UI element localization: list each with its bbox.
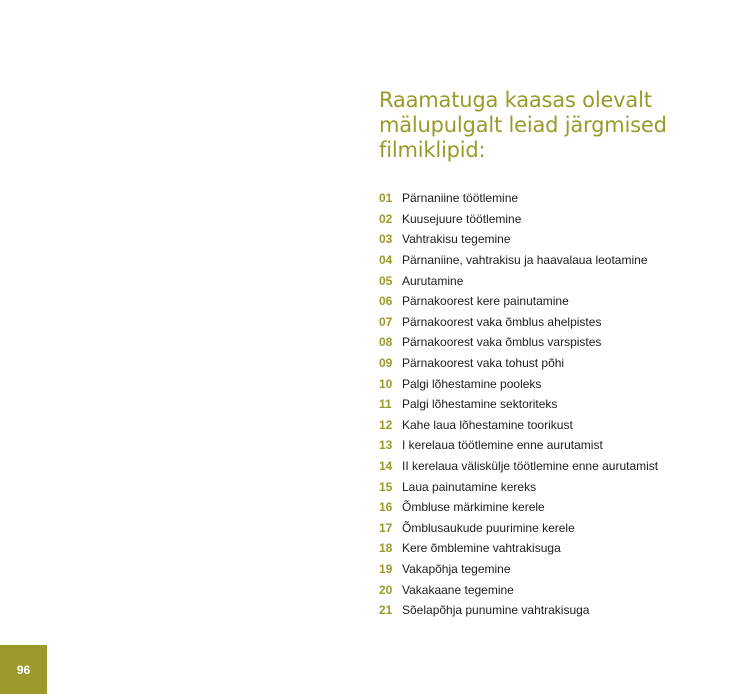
clip-number: 16 [379,500,393,515]
clip-item [379,188,719,209]
clip-number: 10 [379,376,393,391]
clip-item [379,209,719,230]
clip-title: Kuusejuure töötlemine [402,211,522,226]
clip-item [379,600,719,621]
clip-title: Vahtrakisu tegemine [402,232,511,247]
clip-title: Palgi lõhestamine pooleks [402,376,542,391]
clip-title: Sõelapõhja punumine vahtrakisuga [402,603,590,618]
page-number-box [0,645,47,694]
clip-number: 11 [379,397,392,412]
clip-number: 17 [379,520,393,535]
clip-list [379,188,719,620]
clip-item [379,518,719,539]
clip-title: Aurutamine [402,273,464,288]
clip-number: 13 [379,438,393,453]
clip-number: 05 [379,273,393,288]
clip-number: 08 [379,335,393,350]
clip-number: 15 [379,479,393,494]
clip-title: Pärnakoorest vaka õmblus varspistes [402,335,602,350]
clip-title: Laua painutamine kereks [402,479,537,494]
clip-item [379,394,719,415]
clip-item [379,291,719,312]
clip-title: II kerelaua väliskülje töötlemine enne aurutamist [402,459,659,474]
clip-number: 06 [379,294,393,309]
clip-item [379,415,719,436]
clip-item [379,270,719,291]
clip-number: 07 [379,314,393,329]
clip-number: 18 [379,541,393,556]
clip-title: Õmblusaukude puurimine kerele [402,520,575,535]
clip-title: Pärnakoorest vaka tohust põhi [402,356,565,371]
clip-title: Vakapõhja tegemine [402,561,511,576]
clip-item [379,312,719,333]
page-title: Raamatuga kaasas olevalt mälupulgalt leiad järgmised filmiklipid: [379,88,667,162]
clip-item [379,332,719,353]
clip-number: 09 [379,356,393,371]
clip-title: Vakakaane tegemine [402,582,514,597]
clip-number: 14 [379,459,393,474]
clip-item [379,497,719,518]
clip-item [379,353,719,374]
clip-item [379,250,719,271]
clip-title: I kerelaua töötlemine enne aurutamist [402,438,603,453]
clip-title: Pärnaniine, vahtrakisu ja haavalaua leotamine [402,253,648,268]
clip-title: Pärnaniine töötlemine [402,191,519,206]
clip-number: 02 [379,211,393,226]
clip-title: Kahe laua lõhestamine toorikust [402,417,573,432]
clip-title: Palgi lõhestamine sektoriteks [402,397,558,412]
clip-item [379,579,719,600]
page-number: 96 [16,662,31,677]
clip-number: 12 [379,417,393,432]
clip-number: 03 [379,232,393,247]
clip-item [379,373,719,394]
clip-item [379,435,719,456]
clip-number: 20 [379,582,393,597]
clip-title: Kere õmblemine vahtrakisuga [402,541,561,556]
clip-number: 01 [379,191,393,206]
clip-title: Pärnakoorest kere painutamine [402,294,569,309]
clip-item [379,476,719,497]
clip-item [379,456,719,477]
clip-item [379,559,719,580]
clip-number: 19 [379,561,393,576]
clip-title: Pärnakoorest vaka õmblus ahelpistes [402,314,602,329]
clip-number: 21 [379,603,393,618]
clip-number: 04 [379,253,393,268]
clip-title: Õmbluse märkimine kerele [402,500,545,515]
clip-item [379,538,719,559]
clip-item [379,229,719,250]
